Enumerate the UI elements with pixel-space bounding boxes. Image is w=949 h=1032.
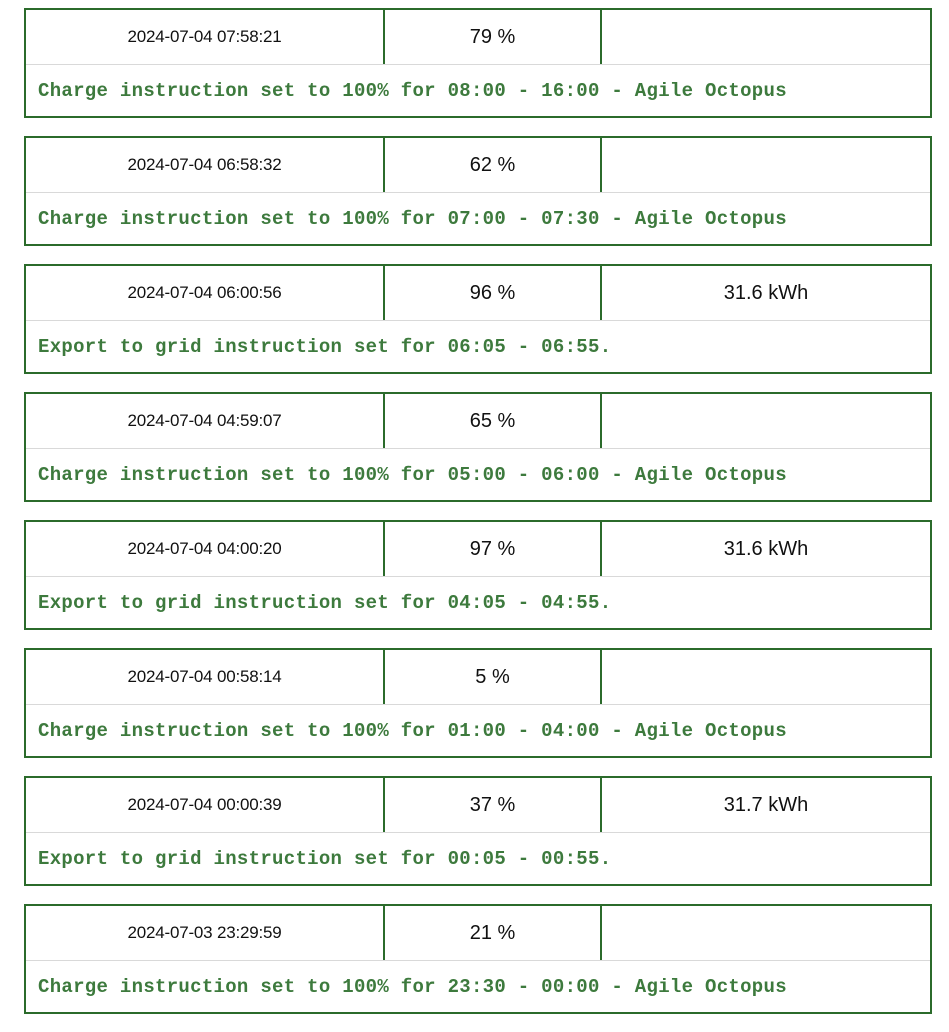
log-entry: [24, 8, 932, 118]
battery-percentage: 62 %: [385, 138, 602, 192]
log-timestamp: 2024-07-03 23:29:59: [26, 906, 385, 960]
log-entry: [24, 264, 932, 374]
log-entry: [24, 520, 932, 630]
battery-energy: [602, 10, 930, 64]
instruction-log-list: [24, 8, 932, 1032]
log-entry-header: [26, 778, 930, 833]
log-entry-header: [26, 394, 930, 449]
log-message: Export to grid instruction set for 04:05 - 04:55.: [38, 591, 612, 614]
log-message: Charge instruction set to 100% for 01:00 - 04:00 - Agile Octopus: [38, 719, 787, 742]
battery-energy: 31.6 kWh: [723, 537, 809, 560]
log-entry: [24, 904, 932, 1014]
battery-energy: [602, 650, 930, 704]
log-message: Charge instruction set to 100% for 07:00 - 07:30 - Agile Octopus: [38, 207, 787, 230]
battery-energy: [602, 394, 930, 448]
battery-energy: [602, 138, 930, 192]
log-timestamp: 2024-07-04 06:00:56: [26, 266, 385, 320]
log-entry-header: [26, 906, 930, 961]
log-timestamp: 2024-07-04 00:58:14: [26, 650, 385, 704]
battery-percentage: 79 %: [385, 10, 602, 64]
log-timestamp: 2024-07-04 06:58:32: [26, 138, 385, 192]
log-entry-header: [26, 138, 930, 193]
log-message: Export to grid instruction set for 00:05 - 00:55.: [38, 847, 612, 870]
log-entry: [24, 776, 932, 886]
log-entry: [24, 648, 932, 758]
battery-percentage: 37 %: [385, 778, 602, 832]
battery-energy: [602, 906, 930, 960]
log-message: Export to grid instruction set for 06:05 - 06:55.: [38, 335, 612, 358]
battery-percentage: 21 %: [385, 906, 602, 960]
log-message: Charge instruction set to 100% for 08:00 - 16:00 - Agile Octopus: [38, 79, 787, 102]
battery-percentage: 5 %: [385, 650, 602, 704]
battery-energy: 31.7 kWh: [723, 793, 809, 816]
log-timestamp: 2024-07-04 04:59:07: [26, 394, 385, 448]
log-entry: [24, 136, 932, 246]
log-timestamp: 2024-07-04 00:00:39: [26, 778, 385, 832]
log-timestamp: 2024-07-04 04:00:20: [26, 522, 385, 576]
battery-percentage: 65 %: [385, 394, 602, 448]
battery-energy: 31.6 kWh: [723, 281, 809, 304]
log-entry-header: [26, 266, 930, 321]
log-timestamp: 2024-07-04 07:58:21: [26, 10, 385, 64]
log-message: Charge instruction set to 100% for 23:30 - 00:00 - Agile Octopus: [38, 975, 787, 998]
log-entry-header: [26, 522, 930, 577]
log-entry: [24, 392, 932, 502]
log-entry-header: [26, 650, 930, 705]
log-entry-header: [26, 10, 930, 65]
log-message: Charge instruction set to 100% for 05:00 - 06:00 - Agile Octopus: [38, 463, 787, 486]
battery-percentage: 97 %: [385, 522, 602, 576]
battery-percentage: 96 %: [385, 266, 602, 320]
